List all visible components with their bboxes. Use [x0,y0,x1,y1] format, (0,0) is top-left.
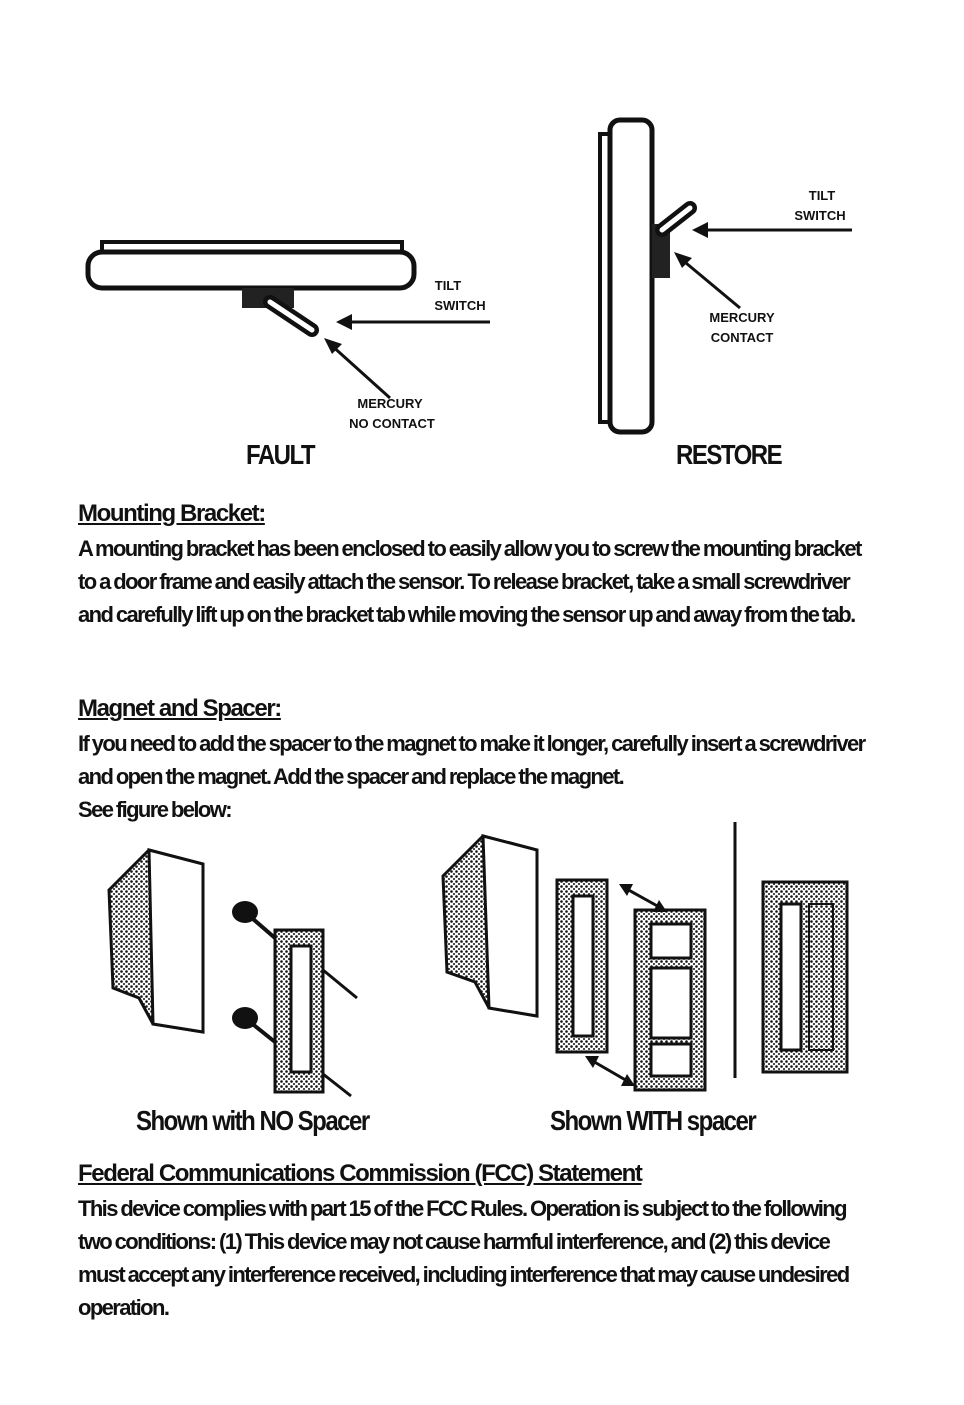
tilt-switch-label-line2: SWITCH [794,208,846,223]
spacer-block [635,910,705,1090]
mercury-label-line1: MERCURY [709,310,775,325]
fault-diagram [80,230,520,440]
tilt-switch-label-line2: SWITCH [434,298,486,313]
magnet-half-upper [557,880,607,1052]
mercury-label-line1: MERCURY [357,396,423,411]
restore-caption: RESTORE [676,440,782,472]
fault-caption: FAULT [246,440,315,472]
magnet-spacer-diagram [95,820,865,1110]
tilt-switch-label-line1: TILT [434,278,462,293]
sensor-housing-front [610,120,652,432]
mounting-bracket-heading: Mounting Bracket: [78,500,265,527]
tilt-switch-icon [662,208,690,230]
tilt-switch-label-line1: TILT [808,188,836,203]
magnet-housing-no-spacer [275,930,357,1096]
arrow-tilt-switch [692,222,852,238]
magnet-assembled [763,882,847,1072]
sensor-body-no-spacer [109,850,203,1032]
fcc-section [78,1160,878,1324]
fcc-heading: Federal Communications Commission (FCC) Statement [78,1160,642,1187]
arrow-icon [585,1056,635,1086]
screw-icon [232,901,275,938]
screw-icon [232,1007,275,1042]
mounting-bracket-body: A mounting bracket has been enclosed to easily allow you to screw the mounting bracket to a door frame and easily attach the sensor. To release bracket, take a small screwdriver and carefully lift up on the bracket tab while moving the sensor up and away from the tab. [78,536,861,627]
no-spacer-caption: Shown with NO Spacer [136,1106,369,1138]
fcc-body: This device complies with part 15 of the FCC Rules. Operation is subject to the following two conditions: (1) This device may not cause harmful interference, and (2) this device must accept any interference received, including interference that may cause undesired operation. [78,1196,849,1320]
arrow-mercury-contact [674,252,740,308]
see-figure-text: See figure below: [78,797,231,822]
mercury-label-line2: NO CONTACT [349,416,435,431]
mounting-bracket-section [78,500,878,631]
magnet-spacer-body: If you need to add the spacer to the magnet to make it longer, carefully insert a screwdriver and open the magnet. Add the spacer and replace the magnet. [78,731,865,789]
sensor-body-with-spacer [443,836,537,1016]
arrow-mercury-no-contact [324,338,390,398]
magnet-spacer-heading: Magnet and Spacer: [78,695,281,722]
arrow-icon [619,884,667,912]
mercury-label-line2: CONTACT [710,330,774,345]
sensor-housing-body [88,252,414,288]
arrow-tilt-switch [336,314,490,330]
with-spacer-caption: Shown WITH spacer [550,1106,756,1138]
restore-diagram [590,112,870,442]
magnet-spacer-section [78,695,878,826]
